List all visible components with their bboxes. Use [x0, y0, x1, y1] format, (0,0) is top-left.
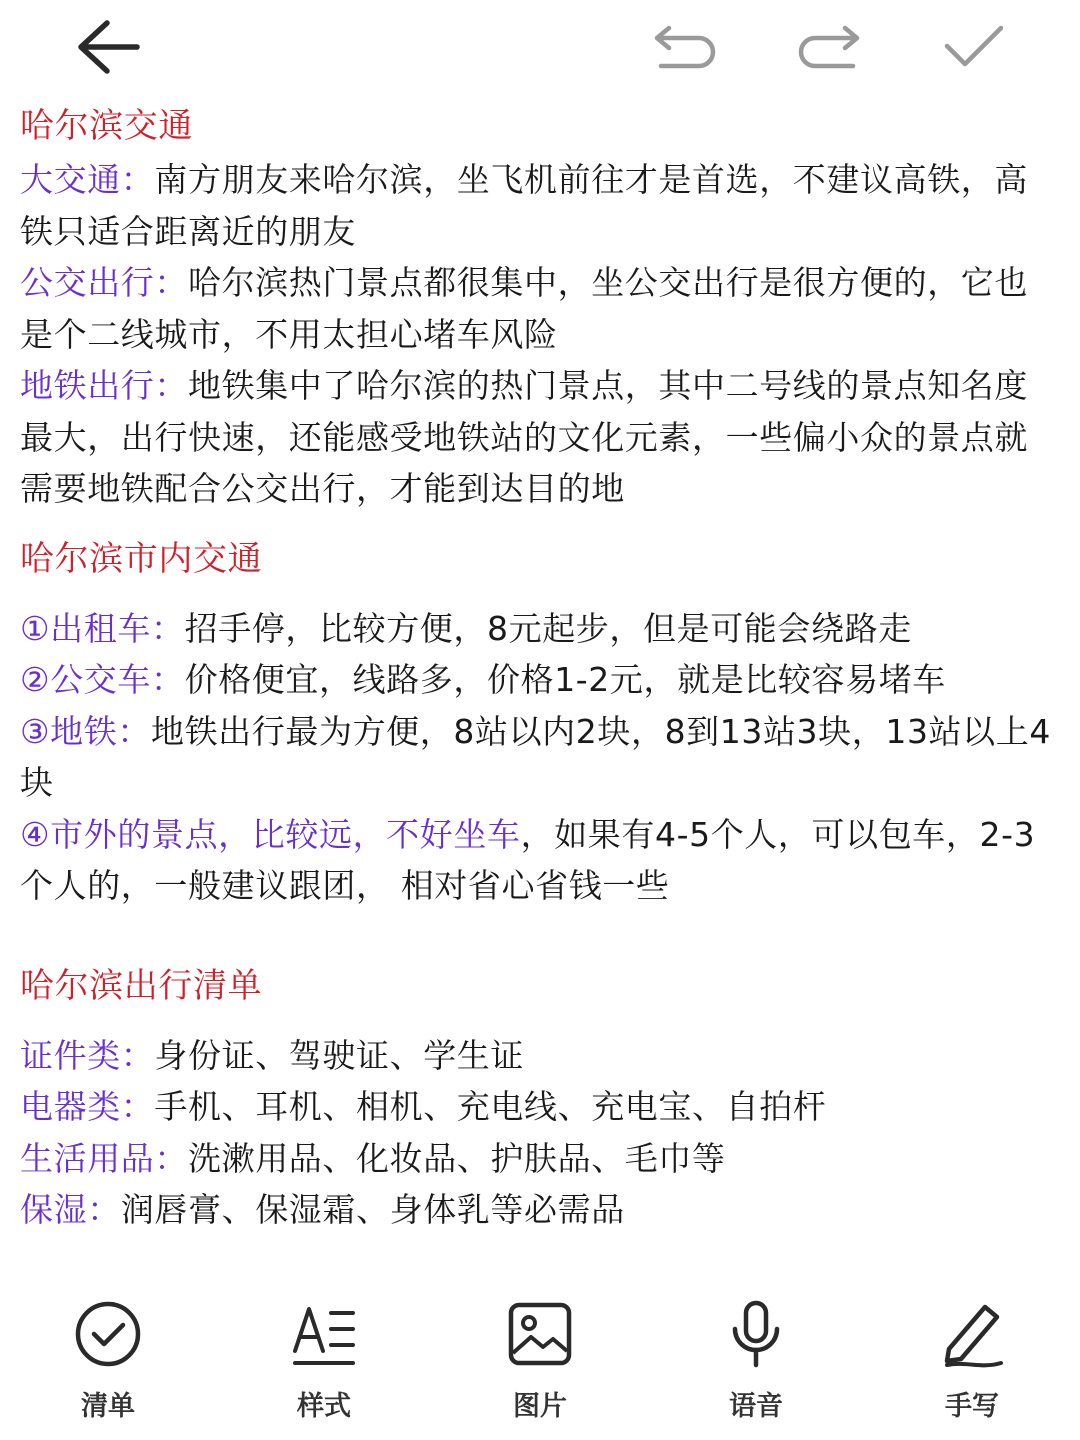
done-button[interactable]: [936, 18, 1012, 76]
voice-button[interactable]: [686, 1298, 826, 1430]
check-circle-icon: [73, 1299, 143, 1369]
item-label: 生活用品：: [20, 1138, 188, 1178]
pen-icon: [937, 1299, 1007, 1369]
voice-label: 语音: [729, 1391, 783, 1422]
item-text: 价格便宜，线路多，价格1-2元，就是比较容易堵车: [184, 660, 946, 699]
item-label: 公交出行：: [20, 263, 188, 302]
item-label: 保湿：: [20, 1190, 121, 1229]
item-text: 南方朋友来哈尔滨，坐飞机前往才是首选，不建议高铁，高铁只适合距离近的朋友: [20, 160, 1029, 251]
image-button[interactable]: [470, 1298, 610, 1430]
item-text: 洗漱用品、化妆品、护肤品、毛巾等: [188, 1138, 726, 1178]
checkmark-icon: [939, 22, 1009, 72]
paragraph: [20, 257, 1060, 360]
checklist-button[interactable]: [38, 1298, 178, 1430]
paragraph: [20, 154, 1060, 257]
paragraph: [20, 603, 1060, 655]
bottom-toolbar: [0, 1290, 1080, 1440]
item-text: 招手停，比较方便，8元起步，但是可能会绕路走: [184, 608, 912, 648]
section-title: 哈尔滨出行清单: [20, 965, 263, 1006]
handwrite-button[interactable]: [902, 1298, 1042, 1430]
item-text: 哈尔滨热门景点都很集中，坐公交出行是很方便的，它也是个二线城市，不用太担心堵车风险: [20, 263, 1028, 354]
item-text: 手机、耳机、相机、充电线、充电宝、自拍杆: [154, 1087, 827, 1126]
paragraph: [20, 360, 1060, 515]
paragraph: [20, 809, 1060, 912]
paragraph: [20, 706, 1060, 809]
paragraph: [20, 1081, 1060, 1133]
text-style-icon: [289, 1299, 359, 1369]
paragraph: [20, 654, 1060, 706]
item-label: ①出租车：: [20, 608, 185, 648]
top-toolbar: [0, 0, 1080, 96]
redo-icon: [793, 22, 863, 72]
section-title: 哈尔滨市内交通: [20, 538, 263, 579]
image-icon: [505, 1299, 575, 1369]
redo-button[interactable]: [790, 18, 866, 76]
style-button[interactable]: [254, 1298, 394, 1430]
style-label: 样式: [297, 1391, 351, 1422]
microphone-icon: [721, 1299, 791, 1369]
note-content[interactable]: [20, 98, 1060, 1236]
arrow-left-icon: [73, 17, 143, 77]
item-label: 证件类：: [20, 1035, 155, 1075]
paragraph: [20, 1184, 1060, 1236]
back-button[interactable]: [70, 14, 146, 80]
section-title: 哈尔滨交通: [20, 106, 193, 146]
item-label: 地铁出行：: [20, 366, 188, 405]
item-label: ④市外的景点，比较远，不好坐车: [20, 814, 521, 854]
item-text: 地铁集中了哈尔滨的热门景点，其中二号线的景点知名度最大，出行快速，还能感受地铁站的文化元素，一些偏小众的景点就需要地铁配合公交出行，才能到达目的地: [20, 366, 1028, 508]
paragraph: [20, 1030, 1060, 1082]
item-label: 大交通：: [20, 160, 155, 199]
image-label: 图片: [513, 1391, 567, 1422]
paragraph: [20, 1133, 1060, 1185]
undo-icon: [651, 22, 721, 72]
item-label: ②公交车：: [20, 660, 185, 699]
item-text: 身份证、驾驶证、学生证: [154, 1035, 525, 1075]
item-text: ，如果有4-5个人，可以包车，2-3个人的，一般建议跟团， 相对省心省钱一些: [20, 814, 1036, 905]
handwrite-label: 手写: [945, 1391, 999, 1422]
undo-button[interactable]: [648, 18, 724, 76]
item-text: 地铁出行最为方便，8站以内2块，8到13站3块，13站以上4块: [20, 711, 1051, 802]
checklist-label: 清单: [81, 1391, 135, 1422]
item-label: ③地铁：: [20, 711, 151, 751]
item-text: 润唇膏、保湿霜、身体乳等必需品: [120, 1190, 625, 1229]
item-label: 电器类：: [20, 1087, 155, 1126]
